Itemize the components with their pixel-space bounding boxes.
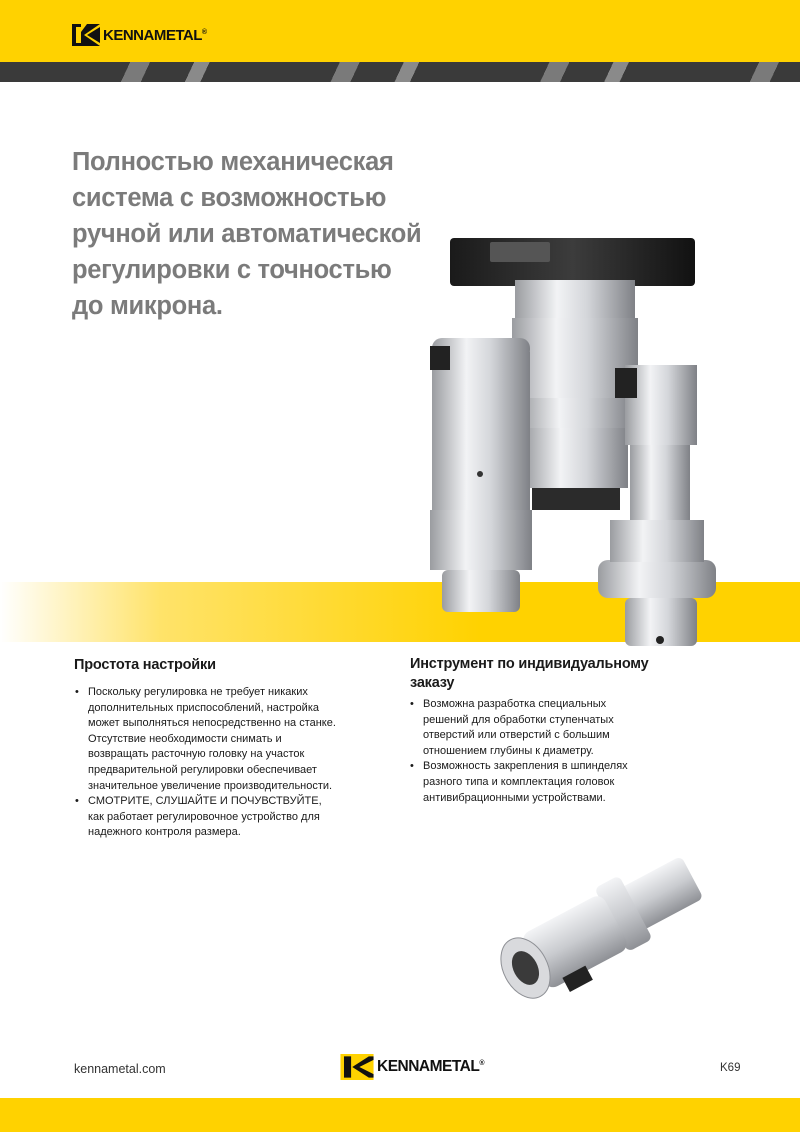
section-custom-title: Инструмент по индивидуальному заказу: [410, 656, 649, 691]
kennametal-logo[interactable]: [72, 24, 207, 46]
list-item: • Возможность закрепления в шпинделях разного типа и комплектация головок антивибрационными устройствами.: [409, 759, 639, 806]
brand-name: KENNAMETAL: [103, 26, 202, 44]
page-number: K69: [720, 1062, 741, 1074]
section-custom-list: [409, 697, 639, 806]
brand-name: KENNAMETAL: [377, 1058, 480, 1075]
headline-line: система с возможностью: [72, 184, 387, 212]
kennametal-k-icon: [340, 1054, 374, 1080]
list-item: • Поскольку регулировка не требует никаких дополнительных приспособлений, настройка может выполняться непосредственно на станке. Отсутствие необходимости снимать и возвращать расточную головку на участок предварительной регулировки обеспечивает значительное увеличение производительности.: [74, 685, 336, 794]
kennametal-k-icon: [72, 24, 100, 46]
list-item: • СМОТРИТЕ, СЛУШАЙТЕ И ПОЧУВСТВУЙТЕ, как работает регулировочное устройство для надежного контроля размера.: [74, 794, 336, 841]
page-headline: [72, 144, 452, 324]
website-link[interactable]: kennametal.com: [74, 1062, 166, 1076]
section-ease-title: Простота настройки: [74, 657, 216, 673]
section-ease-list: [74, 685, 336, 841]
headline-line: до микрона.: [72, 292, 223, 320]
single-product-image: [488, 840, 723, 1025]
footer-band: [0, 1098, 800, 1132]
trademark: ®: [479, 1059, 485, 1067]
product-group-image: [420, 220, 800, 660]
trademark: ®: [201, 28, 207, 36]
headline-line: регулировки с точностью: [72, 256, 392, 284]
headline-line: Полностью механическая: [72, 148, 394, 176]
list-item: • Возможна разработка специальных решений для обработки ступенчатых отверстий или отверстий с большим отношением глубины к диаметру.: [409, 697, 639, 759]
kennametal-logo-footer[interactable]: [340, 1054, 484, 1080]
header-stripe: [0, 62, 800, 82]
headline-line: ручной или автоматической: [72, 220, 422, 248]
